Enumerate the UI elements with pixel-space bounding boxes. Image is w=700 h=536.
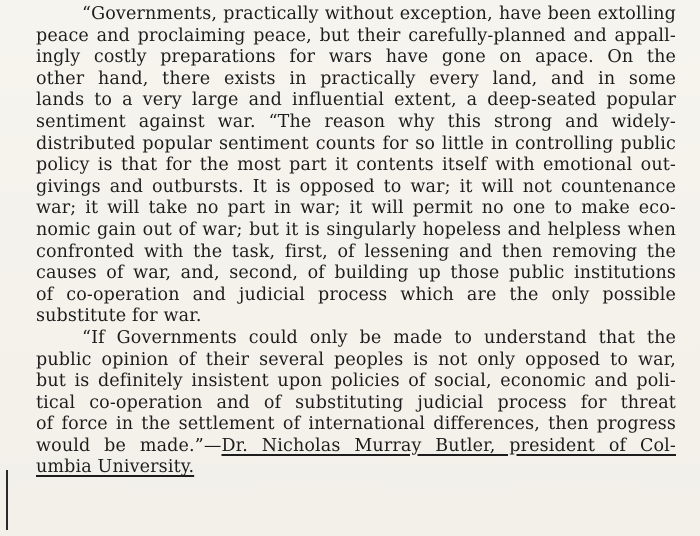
paragraph-2 <box>36 328 676 479</box>
attribution-continued-line <box>36 457 676 479</box>
text-line: ingly costly preparations for wars have gone on apace. On the <box>36 47 676 68</box>
text-line: war; it will take no part in war; it will permit no one to make eco- <box>36 198 676 219</box>
text-line: causes of war, and, second, of building up those public institutions <box>36 263 676 284</box>
text-line: policy is that for the most part it contents itself with emotional out- <box>36 155 676 176</box>
margin-rule <box>6 470 8 530</box>
attribution-continued: umbia University. <box>36 457 195 478</box>
text-line: public opinion of their several peoples is not only opposed to war, <box>36 349 676 370</box>
closing-text: would be made.”— <box>36 435 222 456</box>
text-line: substitute for war. <box>36 306 202 327</box>
text-line: “If Governments could only be made to understand that the <box>82 327 676 348</box>
text-line: “Governments, practically without exception, have been extolling <box>82 4 676 24</box>
paragraph-1 <box>36 4 676 328</box>
text-line: tical co-operation and of substituting judicial process for threat <box>36 392 676 413</box>
text-line: nomic gain out of war; but it is singularly hopeless and helpless when <box>36 219 676 240</box>
text-line: of force in the settlement of international differences, then progress <box>36 414 676 435</box>
attribution: Dr. Nicholas Murray Butler, president of Col- <box>221 435 676 456</box>
article-text <box>36 4 676 479</box>
text-line: confronted with the task, first, of lessening and then removing the <box>36 241 676 262</box>
text-line: sentiment against war. “The reason why this strong and widely- <box>36 111 676 132</box>
closing-line <box>36 436 676 458</box>
text-line: other hand, there exists in practically every land, and in some <box>36 68 676 89</box>
text-line: distributed popular sentiment counts for so little in controlling public <box>36 133 676 154</box>
text-line: lands to a very large and influential extent, a deep-seated popular <box>36 90 676 111</box>
text-line: peace and proclaiming peace, but their carefully-planned and appall- <box>36 25 676 46</box>
text-line: givings and outbursts. It is opposed to war; it will not countenance <box>36 176 676 197</box>
text-line: but is definitely insistent upon policies of social, economic and poli- <box>36 371 676 392</box>
text-line: of co-operation and judicial process which are the only possible <box>36 284 676 305</box>
